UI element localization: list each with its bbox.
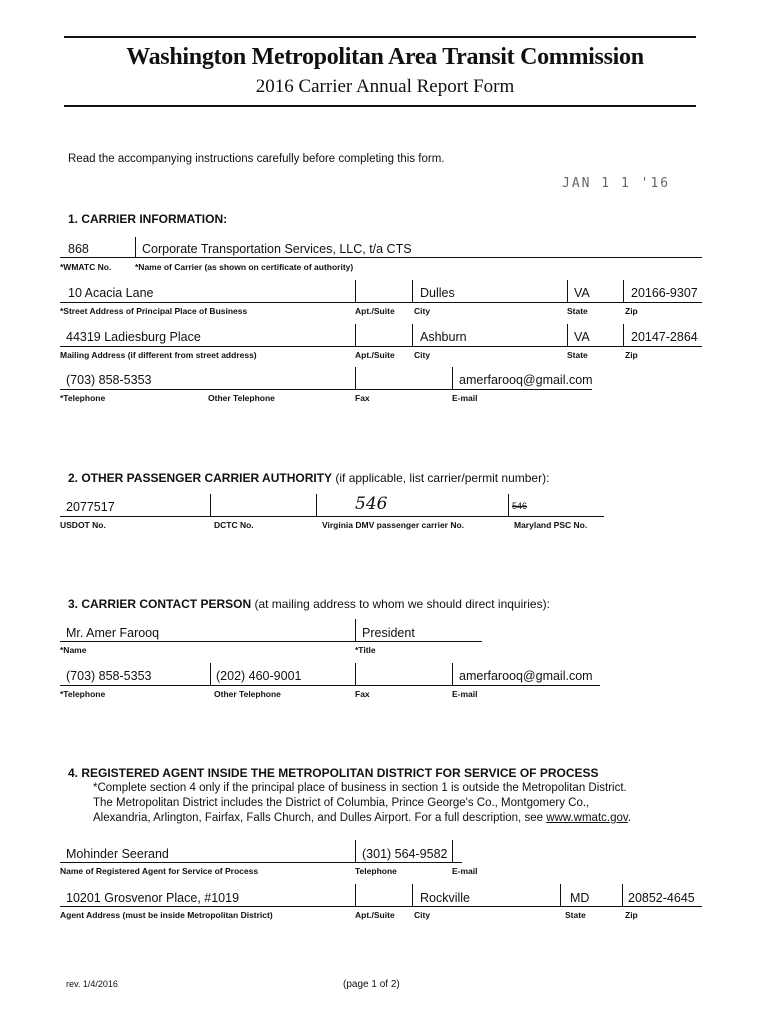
agent-zip-label: Zip <box>625 910 638 920</box>
divider <box>210 494 211 516</box>
divider <box>316 494 317 516</box>
city-label: City <box>414 306 431 316</box>
section4-line1: *Complete section 4 only if the principal place of business in section 1 is outside the Metropolitan District. <box>93 782 627 794</box>
divider <box>135 237 136 258</box>
email-label: E-mail <box>452 393 478 403</box>
divider <box>355 884 356 906</box>
telephone-label: *Telephone <box>60 393 106 403</box>
section4-description <box>93 781 701 826</box>
received-stamp: JAN 1 1 '16 <box>562 176 671 191</box>
divider <box>508 494 509 516</box>
page-subtitle: 2016 Carrier Annual Report Form <box>255 76 515 97</box>
field-line <box>60 906 702 907</box>
divider <box>567 324 568 346</box>
header-rule-bottom <box>64 105 696 107</box>
contact-email-label: E-mail <box>452 689 478 699</box>
agent-address-value[interactable]: 10201 Grosvenor Place, #1019 <box>66 891 240 905</box>
street-state-value[interactable]: VA <box>574 286 590 300</box>
agent-name-value[interactable]: Mohinder Seerand <box>66 847 169 861</box>
agent-email-label: E-mail <box>452 866 478 876</box>
section1-heading: 1. CARRIER INFORMATION: <box>68 212 228 226</box>
mailing-address-label: Mailing Address (if different from street address) <box>60 350 257 360</box>
agent-address-label: Agent Address (must be inside Metropolitan District) <box>60 910 273 920</box>
contact-email-value[interactable]: amerfarooq@gmail.com <box>459 669 593 683</box>
contact-title-value[interactable]: President <box>362 626 415 640</box>
mailing-state-value[interactable]: VA <box>574 330 590 344</box>
carrier-name-value[interactable]: Corporate Transportation Services, LLC, t/a CTS <box>142 242 412 256</box>
zip-label: Zip <box>625 350 638 360</box>
agent-name-label: Name of Registered Agent for Service of Process <box>60 866 259 876</box>
apt-label: Apt./Suite <box>355 306 395 316</box>
agent-state-label: State <box>565 910 586 920</box>
dctc-label: DCTC No. <box>214 520 254 530</box>
field-line <box>60 257 702 258</box>
divider <box>622 884 623 906</box>
apt-label: Apt./Suite <box>355 350 395 360</box>
street-address-label: *Street Address of Principal Place of Business <box>60 306 248 316</box>
street-address-value[interactable]: 10 Acacia Lane <box>68 286 154 300</box>
divider <box>355 367 356 389</box>
state-label: State <box>567 306 588 316</box>
virginia-dmv-label: Virginia DMV passenger carrier No. <box>322 520 465 530</box>
field-line <box>60 302 702 303</box>
mailing-city-value[interactable]: Ashburn <box>420 330 467 344</box>
section4-line2: The Metropolitan District includes the District of Columbia, Prince George's Co., Montgomery Co., <box>93 797 590 809</box>
divider <box>355 663 356 685</box>
field-line <box>60 389 592 390</box>
contact-name-label: *Name <box>60 645 87 655</box>
contact-telephone-value[interactable]: (703) 858-5353 <box>66 669 152 683</box>
contact-title-label: *Title <box>355 645 376 655</box>
divider <box>355 619 356 641</box>
mailing-address-value[interactable]: 44319 Ladiesburg Place <box>66 330 201 344</box>
contact-fax-label: Fax <box>355 689 370 699</box>
section4-heading: 4. REGISTERED AGENT INSIDE THE METROPOLITAN DISTRICT FOR SERVICE OF PROCESS <box>68 766 599 780</box>
usdot-value[interactable]: 2077517 <box>66 500 115 514</box>
virginia-dmv-value[interactable]: 546 <box>355 494 388 514</box>
divider <box>412 280 413 302</box>
field-line <box>60 346 702 347</box>
divider <box>355 840 356 862</box>
section3-heading: 3. CARRIER CONTACT PERSON (at mailing address to whom we should direct inquiries): <box>68 597 550 611</box>
field-line <box>60 685 600 686</box>
divider <box>412 324 413 346</box>
agent-city-value[interactable]: Rockville <box>420 891 471 905</box>
agent-state-value[interactable]: MD <box>570 891 590 905</box>
street-zip-value[interactable]: 20166-9307 <box>631 286 698 300</box>
divider <box>452 663 453 685</box>
section2-heading: 2. OTHER PASSENGER CARRIER AUTHORITY (if applicable, list carrier/permit number): <box>68 471 550 485</box>
divider <box>412 884 413 906</box>
telephone-value[interactable]: (703) 858-5353 <box>66 373 152 387</box>
carrier-name-label: *Name of Carrier (as shown on certificate of authority) <box>135 262 354 272</box>
agent-apt-label: Apt./Suite <box>355 910 395 920</box>
header-rule-top <box>64 36 696 38</box>
wmatc-no-value[interactable]: 868 <box>68 242 89 256</box>
state-label: State <box>567 350 588 360</box>
maryland-psc-struck: 546 <box>512 501 528 511</box>
field-line <box>60 641 482 642</box>
contact-name-value[interactable]: Mr. Amer Farooq <box>66 626 160 640</box>
wmatc-link[interactable]: www.wmatc.gov <box>546 812 628 824</box>
contact-other-telephone-label: Other Telephone <box>214 689 281 699</box>
field-line <box>60 516 604 517</box>
divider <box>623 280 624 302</box>
agent-telephone-label: Telephone <box>355 866 397 876</box>
divider <box>355 280 356 302</box>
divider <box>623 324 624 346</box>
divider <box>452 840 453 862</box>
agent-city-label: City <box>414 910 431 920</box>
agent-zip-value[interactable]: 20852-4645 <box>628 891 695 905</box>
section4-line3: Alexandria, Arlington, Fairfax, Falls Church, and Dulles Airport. For a full description, see www.wmatc.gov. <box>93 812 631 824</box>
divider <box>355 324 356 346</box>
divider <box>567 280 568 302</box>
contact-telephone-label: *Telephone <box>60 689 106 699</box>
divider <box>210 663 211 685</box>
instructions-text: Read the accompanying instructions carefully before completing this form. <box>68 153 445 165</box>
field-line <box>60 862 462 863</box>
page-number: (page 1 of 2) <box>343 979 400 990</box>
wmatc-no-label: *WMATC No. <box>60 262 112 272</box>
zip-label: Zip <box>625 306 638 316</box>
agent-telephone-value[interactable]: (301) 564-9582 <box>362 847 448 861</box>
divider <box>560 884 561 906</box>
mailing-zip-value[interactable]: 20147-2864 <box>631 330 698 344</box>
street-city-value[interactable]: Dulles <box>420 286 455 300</box>
city-label: City <box>414 350 431 360</box>
maryland-psc-label: Maryland PSC No. <box>514 520 588 530</box>
revision-note: rev. 1/4/2016 <box>66 979 118 989</box>
page-title: Washington Metropolitan Area Transit Commission <box>126 44 644 70</box>
contact-other-telephone-value[interactable]: (202) 460-9001 <box>216 669 302 683</box>
fax-label: Fax <box>355 393 370 403</box>
usdot-label: USDOT No. <box>60 520 106 530</box>
other-telephone-label: Other Telephone <box>208 393 275 403</box>
divider <box>452 367 453 389</box>
email-value[interactable]: amerfarooq@gmail.com <box>459 373 593 387</box>
